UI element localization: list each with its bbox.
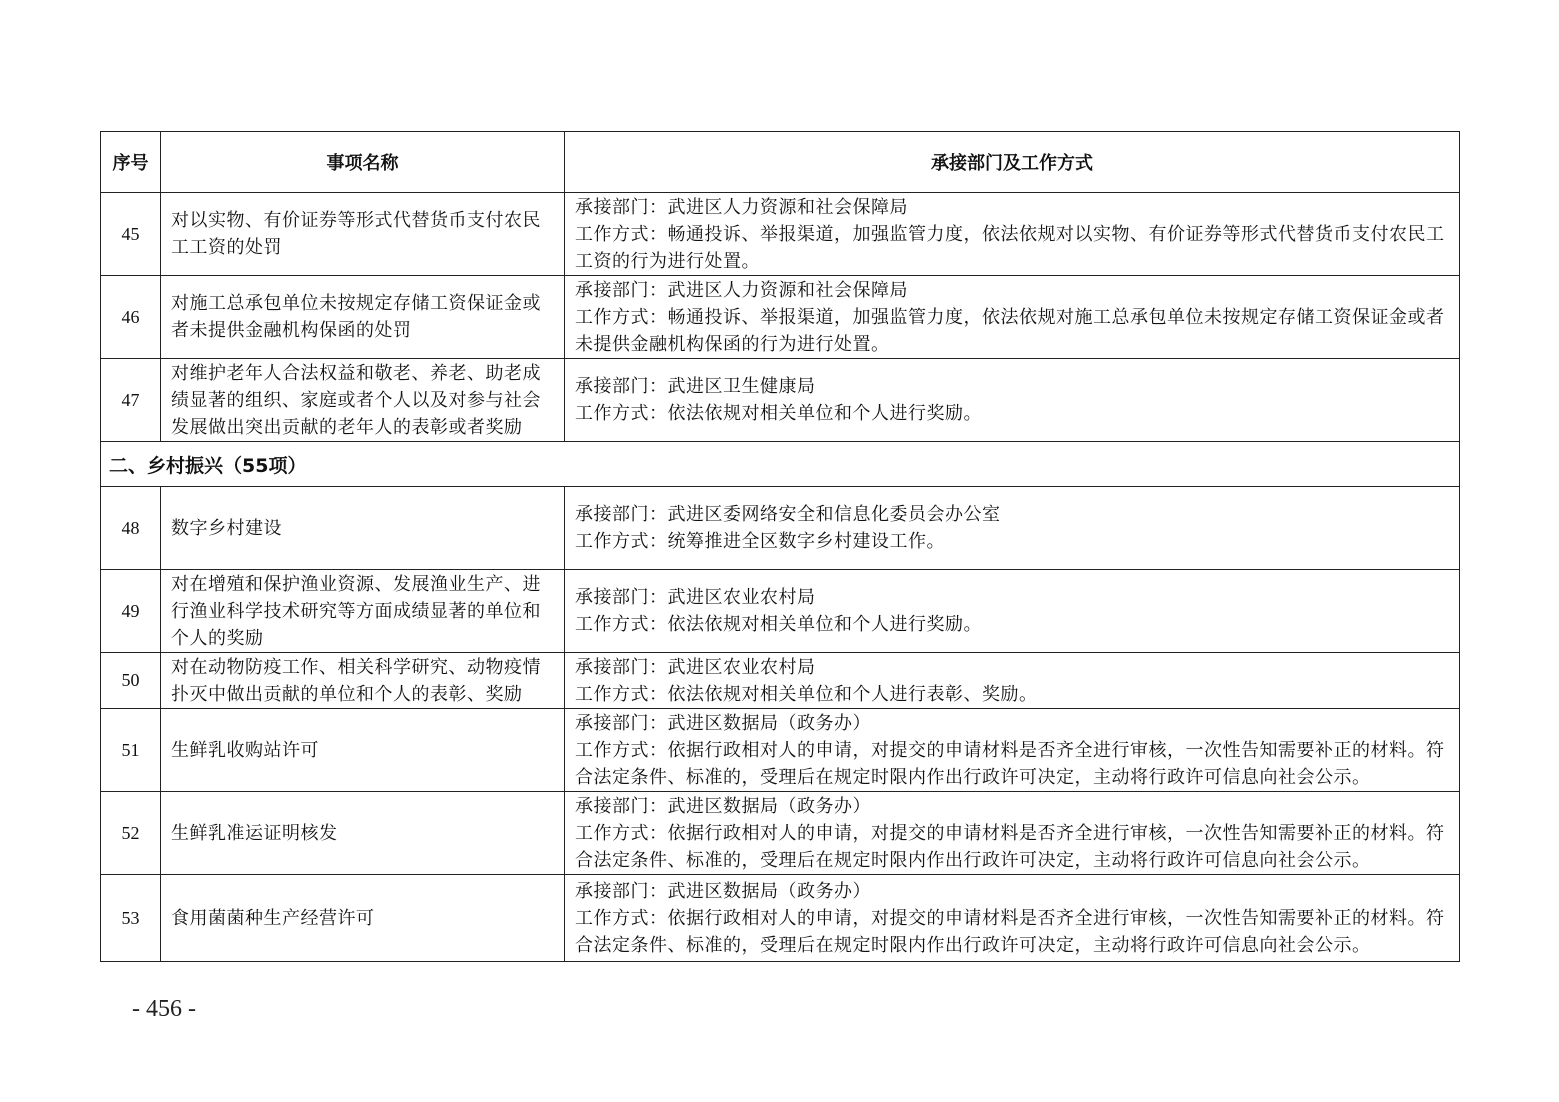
row-dept: 承接部门：武进区农业农村局 [575, 587, 816, 608]
row-dept-cell [565, 709, 1460, 792]
row-method: 工作方式：统筹推进全区数字乡村建设工作。 [575, 531, 945, 552]
row-dept-cell [565, 792, 1460, 875]
table-row [101, 359, 1460, 442]
row-dept: 承接部门：武进区数据局（政务办） [575, 712, 871, 734]
row-dept: 承接部门：武进区卫生健康局 [575, 376, 816, 397]
row-dept: 承接部门：武进区人力资源和社会保障局 [575, 196, 908, 218]
header-dept: 承接部门及工作方式 [565, 132, 1460, 193]
table-row [101, 792, 1460, 875]
row-seq: 50 [101, 653, 161, 709]
table-row [101, 487, 1460, 570]
row-dept-cell [565, 276, 1460, 359]
row-method: 工作方式：依法依规对相关单位和个人进行奖励。 [575, 403, 982, 424]
row-dept-cell [565, 653, 1460, 709]
table-row [101, 875, 1460, 962]
row-item-name: 对施工总承包单位未按规定存储工资保证金或者未提供金融机构保函的处罚 [161, 276, 565, 359]
row-method: 工作方式：畅通投诉、举报渠道，加强监管力度，依法依规对以实物、有价证券等形式代替货币支付农民工工资的行为进行处置。 [575, 223, 1445, 272]
row-item-name: 对在增殖和保护渔业资源、发展渔业生产、进行渔业科学技术研究等方面成绩显著的单位和个人的奖励 [161, 570, 565, 653]
row-seq: 49 [101, 570, 161, 653]
row-item-name: 生鲜乳准运证明核发 [161, 792, 565, 875]
row-method: 工作方式：依据行政相对人的申请，对提交的申请材料是否齐全进行审核，一次性告知需要补正的材料。符合法定条件、标准的，受理后在规定时限内作出行政许可决定，主动将行政许可信息向社会公示。 [575, 822, 1445, 871]
section-heading-row [101, 442, 1460, 487]
table-row [101, 276, 1460, 359]
row-item-name: 食用菌菌种生产经营许可 [161, 875, 565, 962]
row-seq: 53 [101, 875, 161, 962]
row-seq: 52 [101, 792, 161, 875]
row-item-name: 生鲜乳收购站许可 [161, 709, 565, 792]
row-dept-cell [565, 875, 1460, 962]
header-seq: 序号 [101, 132, 161, 193]
page-number: - 456 - [132, 996, 196, 1022]
section-title: 二、乡村振兴（55项） [101, 442, 1460, 487]
row-seq: 46 [101, 276, 161, 359]
row-dept-cell [565, 570, 1460, 653]
table-row [101, 570, 1460, 653]
row-item-name: 对维护老年人合法权益和敬老、养老、助老成绩显著的组织、家庭或者个人以及对参与社会发展做出突出贡献的老年人的表彰或者奖励 [161, 359, 565, 442]
row-dept-cell [565, 359, 1460, 442]
row-dept-cell [565, 193, 1460, 276]
row-dept: 承接部门：武进区委网络安全和信息化委员会办公室 [575, 504, 1001, 525]
row-dept: 承接部门：武进区人力资源和社会保障局 [575, 279, 908, 301]
table-row [101, 193, 1460, 276]
row-item-name: 对在动物防疫工作、相关科学研究、动物疫情扑灭中做出贡献的单位和个人的表彰、奖励 [161, 653, 565, 709]
items-table [100, 131, 1460, 962]
row-seq: 45 [101, 193, 161, 276]
row-dept-cell [565, 487, 1460, 570]
row-item-name: 数字乡村建设 [161, 487, 565, 570]
table-row [101, 709, 1460, 792]
row-seq: 48 [101, 487, 161, 570]
header-name: 事项名称 [161, 132, 565, 193]
row-dept: 承接部门：武进区农业农村局 [575, 656, 816, 678]
table-row [101, 653, 1460, 709]
row-dept: 承接部门：武进区数据局（政务办） [575, 880, 871, 902]
row-seq: 51 [101, 709, 161, 792]
row-method: 工作方式：依据行政相对人的申请，对提交的申请材料是否齐全进行审核，一次性告知需要补正的材料。符合法定条件、标准的，受理后在规定时限内作出行政许可决定，主动将行政许可信息向社会公示。 [575, 907, 1445, 956]
row-dept: 承接部门：武进区数据局（政务办） [575, 795, 871, 817]
row-method: 工作方式：依法依规对相关单位和个人进行奖励。 [575, 614, 982, 635]
row-method: 工作方式：畅通投诉、举报渠道，加强监管力度，依法依规对施工总承包单位未按规定存储工资保证金或者未提供金融机构保函的行为进行处置。 [575, 306, 1445, 355]
row-item-name: 对以实物、有价证券等形式代替货币支付农民工工资的处罚 [161, 193, 565, 276]
row-method: 工作方式：依法依规对相关单位和个人进行表彰、奖励。 [575, 683, 1038, 705]
row-seq: 47 [101, 359, 161, 442]
table-header-row [101, 132, 1460, 193]
row-method: 工作方式：依据行政相对人的申请，对提交的申请材料是否齐全进行审核，一次性告知需要补正的材料。符合法定条件、标准的，受理后在规定时限内作出行政许可决定，主动将行政许可信息向社会公示。 [575, 739, 1445, 788]
